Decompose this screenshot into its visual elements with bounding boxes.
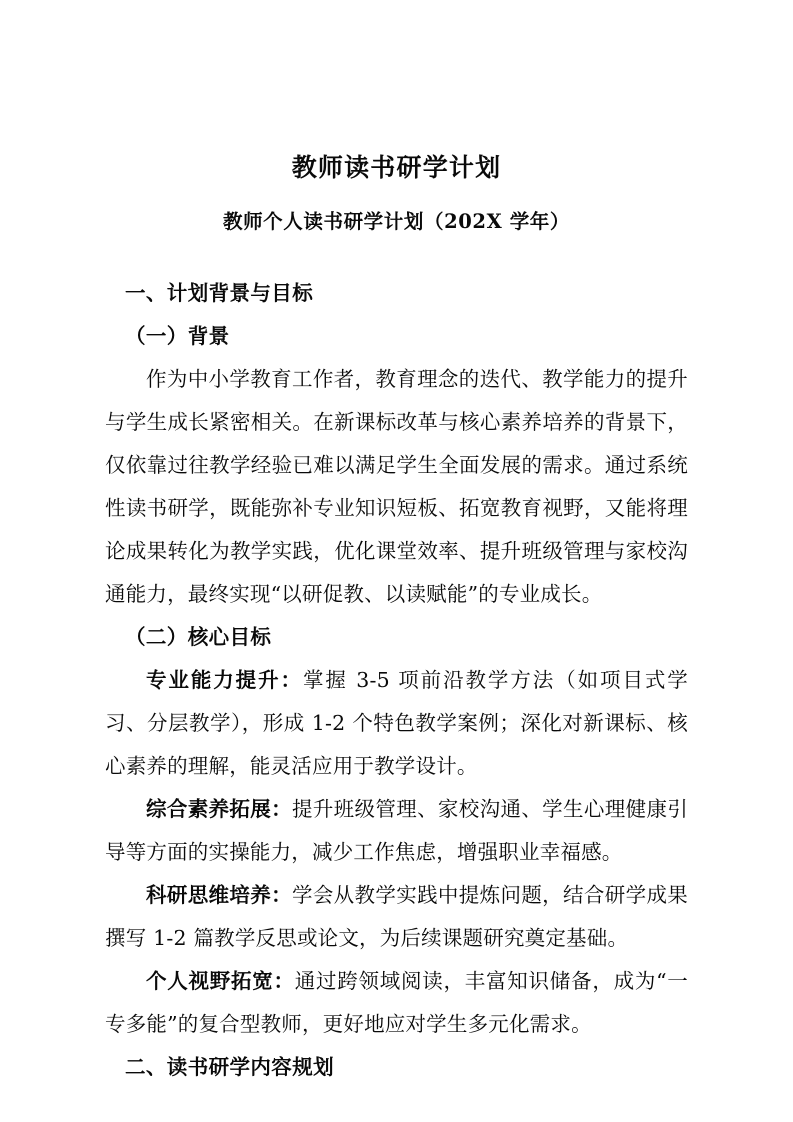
goal-text-vision: 通过跨领域阅读，丰富知识储备，成为“一专多能”的复合型教师，更好地应对学生多元化需求。 — [105, 968, 689, 1036]
goal-label-comprehensive: 综合素养拓展： — [146, 796, 292, 821]
page-subtitle: 教师个人读书研学计划（202X 学年） — [222, 209, 571, 233]
document-body — [105, 0, 688, 1089]
heading-background: （一）背景 — [125, 323, 230, 348]
paragraph-background: 作为中小学教育工作者，教育理念的迭代、教学能力的提升与学生成长紧密相关。在新课标改革与核心素养培养的背景下，仅依靠过往教学经验已难以满足学生全面发展的需求。通过系统性读书研学，既能弥补专业知识短板、拓宽教育视野，又能将理论成果转化为教学实践，优化课堂效率、提升班级管理与家校沟通能力，最终实现“以研促教、以读赋能”的专业成长。 — [105, 366, 688, 606]
goal-label-vision: 个人视野拓宽： — [146, 968, 295, 993]
goal-text-research: 学会从教学实践中提炼问题，结合研学成果撰写 1-2 篇教学反思或论文，为后续课题研究奠定基础。 — [105, 882, 688, 950]
page-title: 教师读书研学计划 — [291, 153, 502, 182]
paragraph-goal-vision — [105, 960, 688, 1046]
paragraph-goal-comprehensive — [105, 788, 688, 874]
goal-text-comprehensive: 提升班级管理、家校沟通、学生心理健康引导等方面的实操能力，减少工作焦虑，增强职业幸福感。 — [105, 796, 688, 864]
title-spacer — [105, 234, 688, 272]
heading-section-one: 一、计划背景与目标 — [125, 280, 314, 305]
paragraph-goal-professional — [105, 659, 688, 788]
goal-label-research: 科研思维培养： — [146, 882, 292, 907]
paragraph-goal-research — [105, 874, 688, 960]
heading-section-two: 二、读书研学内容规划 — [125, 1054, 334, 1079]
goal-label-professional: 专业能力提升： — [146, 667, 303, 692]
goal-text-professional: 掌握 3-5 项前沿教学方法（如项目式学习、分层教学），形成 1-2 个特色教学案例；深化对新课标、核心素养的理解，能灵活应用于教学设计。 — [105, 667, 688, 778]
heading-core-goals: （二）核心目标 — [125, 624, 272, 649]
